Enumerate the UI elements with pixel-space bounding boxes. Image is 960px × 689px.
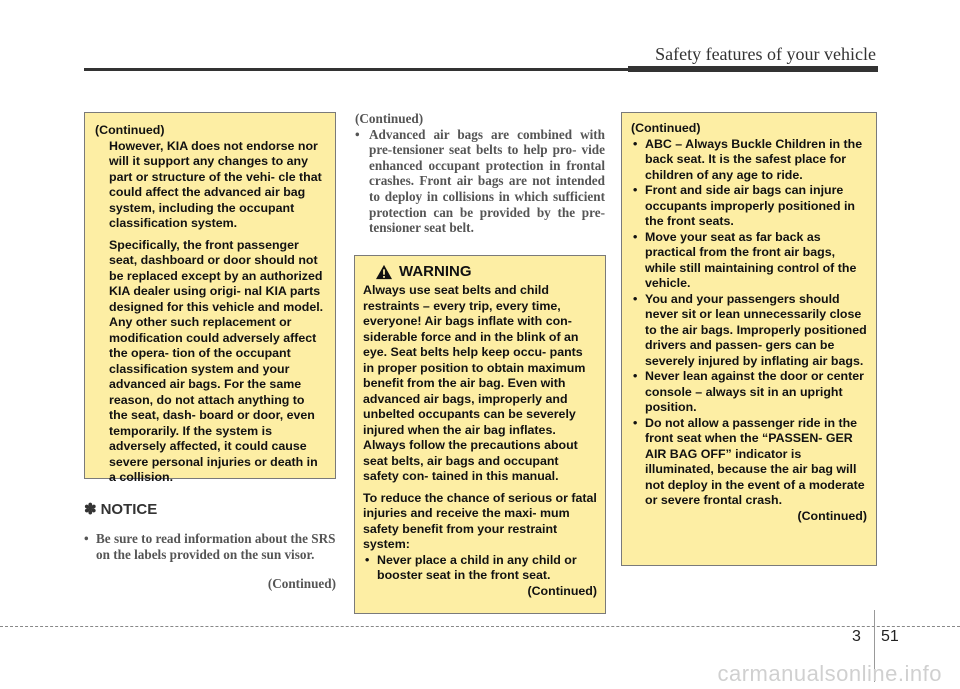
notice-bullet-item — [84, 531, 336, 562]
bullet-icon: • — [633, 136, 638, 151]
bullet-icon: • — [84, 531, 89, 547]
bullet-icon: • — [633, 183, 638, 197]
right-bullet-text: Never lean against the door or center console – always sit in an upright position. — [645, 369, 864, 414]
notice-text: Be sure to read information about the SRS on the labels provided on the sun visor. — [96, 531, 336, 562]
right-bullet-item — [631, 416, 867, 509]
warning-triangle-icon — [375, 264, 393, 280]
bullet-icon: • — [633, 229, 638, 244]
middle-bullet-text: Advanced air bags are combined with pre-tensioner seat belts to help pro- vide enhanced occupant protection in frontal crashes. Front air bags are not intended to deploy in collisions in which sufficient protection can be provided by the pre-tensioner seat belt. — [369, 126, 605, 236]
right-bullet-text: ABC – Always Buckle Children in the back seat. It is the safest place for children of any age to ride. — [645, 136, 863, 182]
notice-section — [84, 500, 336, 604]
right-bullet-item — [631, 137, 867, 184]
warning-paragraph-2: To reduce the chance of serious or fatal injuries and receive the maxi- mum safety benefit from your restraint system: — [363, 490, 597, 551]
bullet-icon: • — [633, 415, 638, 430]
page-number: 51 — [881, 628, 899, 645]
bullet-icon: • — [355, 126, 360, 142]
warning-box — [354, 255, 606, 614]
warning-bullet-text: Never place a child in any child or booster seat in the front seat. — [377, 552, 577, 582]
right-bullet-item — [631, 230, 867, 292]
right-continued-label: (Continued) — [631, 121, 701, 135]
left-box-paragraph-1: However, KIA does not endorse nor will it support any changes to any part or structure of the vehi- cle that could affect the advanced air bag system, including the occupant classification system. — [109, 138, 322, 230]
notice-title: NOTICE — [100, 500, 158, 518]
middle-continued-label: (Continued) — [355, 111, 424, 126]
left-box-paragraph-2: Specifically, the front passenger seat, dashboard or door should not be replaced except by an authorized KIA dealer using origi- nal KIA parts designed for this vehicle and model. Any other such replacement or modification could adversely affect the opera- tion of the occupant classification system and your advanced air bags. For the same reason, do not attach anything to the seat, dash- board or door, even temporarily. If the system is adversely affected, it could cause severe personal injuries or death in a collision. — [109, 237, 324, 484]
right-bullet-item — [631, 369, 867, 416]
continued-caution-box-left — [84, 112, 336, 484]
right-bullet-text: Front and side air bags can injure occupants improperly positioned in the front seats. — [645, 183, 855, 228]
continued-caution-box-right — [621, 112, 877, 566]
middle-bullet-item — [355, 127, 605, 236]
notice-star-icon: ✽ — [84, 501, 97, 518]
page-header-title: Safety features of your vehicle — [655, 44, 876, 64]
right-bullet-item — [631, 183, 867, 230]
warning-heading — [363, 264, 597, 280]
notice-heading — [84, 500, 336, 518]
header-rule-accent — [628, 66, 878, 72]
warning-title: WARNING — [399, 263, 472, 281]
right-bullet-text: Do not allow a passenger ride in the front seat when the “PASSEN- GER AIR BAG OFF” indicator is illuminated, because the air bag will not deploy in the event of a moderate or severe frontal crash. — [645, 415, 865, 507]
bullet-icon: • — [633, 291, 638, 306]
middle-column-text — [355, 111, 605, 236]
continued-label: (Continued) — [95, 123, 165, 137]
warning-bullet-item — [363, 553, 597, 584]
watermark: carmanualsonline.info — [717, 661, 942, 686]
bullet-icon: • — [633, 369, 638, 383]
right-bullet-text: Move your seat as far back as practical from the front air bags, while still maintaining control of the vehicle. — [645, 229, 857, 290]
right-bullet-item — [631, 292, 867, 370]
right-continued-bottom: (Continued) — [797, 508, 867, 523]
bullet-icon: • — [365, 552, 370, 567]
notice-continued: (Continued) — [267, 575, 336, 591]
chapter-number: 3 — [852, 628, 861, 645]
warning-paragraph-1: Always use seat belts and child restraints – every trip, every time, everyone! Air bags inflate with con- siderable force and in the blink of an eye. Seat belts help keep occu- pants in proper position to obtain maximum benefit from the air bag. Even with advanced air bags, improperly and unbelted occupants can be severely injured when the air bag inflates. Always follow the precautions about seat belts, air bags and occupant safety con- tained in this manual. — [363, 283, 586, 483]
warning-continued: (Continued) — [527, 583, 597, 598]
footer-dashed-rule — [0, 626, 960, 627]
right-bullet-text: You and your passengers should never sit or lean unnecessarily close to the air bags. Improperly positioned drivers and passen- gers can be severely injured by inflating air bags. — [645, 291, 867, 368]
